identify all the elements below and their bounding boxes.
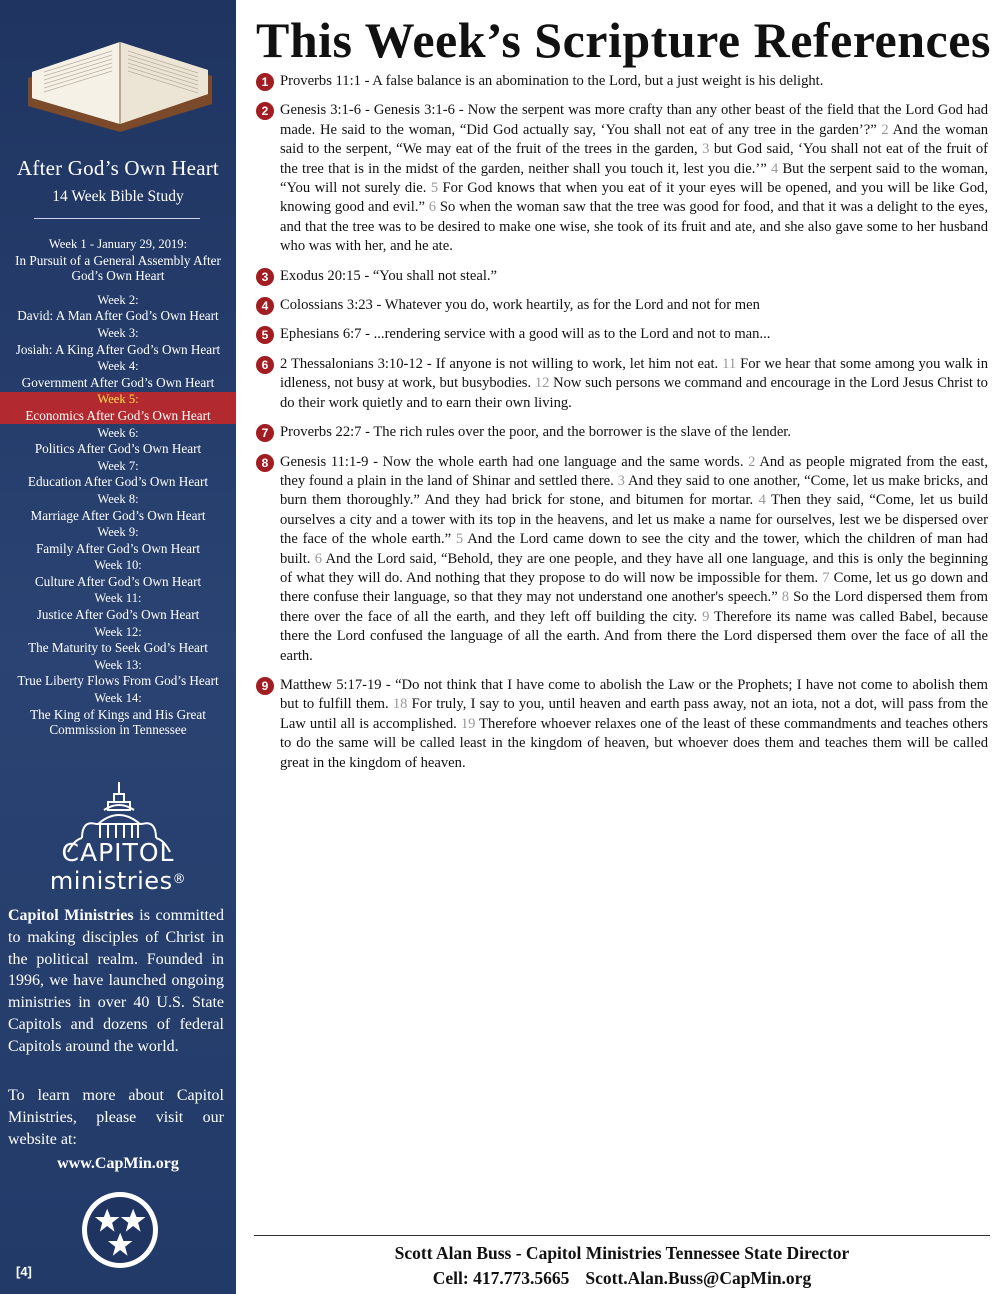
reference-text: Proverbs 22:7 - The rich rules over the poor, and the borrower is the slave of the lender.	[280, 424, 791, 441]
verse-number: 4	[758, 492, 766, 509]
week-title: Josiah: A King After God’s Own Heart	[15, 341, 221, 357]
scripture-reference-8	[256, 453, 988, 666]
week-item-8[interactable]	[0, 492, 236, 523]
website-link[interactable]: www.CapMin.org	[57, 1155, 179, 1172]
reference-text: For God knows that when you eat of it your eyes will be opened, and you will be like God, knowing good and evil.”	[280, 180, 988, 216]
week-label: Week 4:	[97, 359, 139, 374]
week-label: Week 11:	[94, 591, 142, 606]
reference-text: Therefore its name was called Babel, because there the Lord confused the language of all the earth. And from there the Lord dispersed them over the face of all the earth.	[280, 608, 988, 664]
week-title: Education After God’s Own Heart	[27, 474, 209, 490]
about-paragraph	[8, 905, 224, 1058]
week-title: The King of Kings and His Great Commission in Tennessee	[30, 706, 206, 738]
footer-divider	[254, 1235, 990, 1236]
footer-contact-name: Scott Alan Buss - Capitol Ministries Tennessee State Director	[394, 1243, 850, 1263]
footer-email[interactable]: Scott.Alan.Buss@CapMin.org	[585, 1268, 812, 1288]
week-label: Week 14:	[94, 691, 142, 706]
verse-number: 11	[722, 355, 737, 372]
reference-text: 2 Thessalonians 3:10-12 - If anyone is not willing to work, let him not eat.	[280, 355, 723, 372]
reference-text: And the Lord came down to see the city and the tower, which the children of man had built.	[280, 531, 988, 567]
verse-number: 2	[748, 453, 756, 470]
verse-number: 2	[881, 121, 889, 138]
week-title: David: A Man After God’s Own Heart	[17, 308, 219, 324]
registered-mark: ®	[172, 872, 187, 887]
week-item-6[interactable]	[0, 426, 236, 457]
week-item-9[interactable]	[0, 525, 236, 556]
week-label: Week 1 - January 29, 2019:	[48, 237, 188, 251]
scripture-reference-1	[256, 72, 988, 91]
week-label: Week 12:	[94, 624, 142, 639]
week-item-1[interactable]	[0, 237, 236, 284]
week-item-5-current[interactable]	[0, 392, 236, 423]
reference-number-badge: 1	[256, 73, 274, 91]
reference-text: And as people migrated from the east, they found a plain in the land of Shinar and settled there.	[280, 453, 988, 489]
week-title: True Liberty Flows From God’s Heart	[17, 673, 219, 689]
verse-number: 8	[781, 589, 790, 606]
scripture-reference-2	[256, 101, 988, 256]
week-label: Week 5:	[97, 392, 139, 407]
week-title: Justice After God’s Own Heart	[36, 607, 200, 623]
scripture-reference-4	[256, 296, 988, 315]
scripture-reference-5	[256, 325, 988, 344]
verse-number: 18	[392, 696, 408, 713]
verse-number: 7	[822, 569, 830, 586]
week-label: Week 7:	[97, 458, 139, 473]
reference-text: Colossians 3:23 - Whatever you do, work heartily, as for the Lord and not for men	[280, 297, 760, 314]
scripture-reference-6	[256, 355, 988, 413]
week-title: Politics After God’s Own Heart	[34, 441, 202, 457]
week-item-7[interactable]	[0, 459, 236, 490]
week-title: Government After God’s Own Heart	[21, 374, 215, 390]
reference-number-badge: 7	[256, 424, 274, 442]
reference-text: So the Lord dispersed them from there over the face of all the earth, and they left off building the city.	[280, 589, 988, 625]
reference-text: But the serpent said to the woman, “You will not surely die.	[280, 160, 988, 197]
reference-text: And they said to one another, “Come, let us make bricks, and burn them thoroughly.” And they had brick for stone, and bitumen for mortar.	[280, 472, 988, 509]
reference-text: Genesis 3:1-6 - Genesis 3:1-6 - Now the serpent was more crafty than any other beast of the field that the Lord God had made. He said to the woman, “Did God actually say, ‘You shall not eat of any tree in the garden’?”	[280, 102, 988, 138]
study-subtitle: 14 Week Bible Study	[52, 188, 184, 205]
reference-text: Genesis 11:1-9 - Now the whole earth had one language and the same words.	[280, 453, 749, 470]
verse-number: 6	[428, 199, 437, 216]
reference-text: Proverbs 11:1 - A false balance is an abomination to the Lord, but a just weight is his delight.	[280, 73, 824, 89]
reference-number-badge: 4	[256, 297, 274, 315]
week-title: In Pursuit of a General Assembly After God’s Own Heart	[15, 252, 221, 284]
reference-number-badge: 8	[256, 454, 274, 472]
verse-number: 9	[702, 608, 710, 625]
sidebar	[0, 0, 236, 1294]
reference-text: Then they said, “Come, let us build ourselves a city and a tower with its top in the heavens, and let us make a name for ourselves, lest we be dispersed over the face of the whole earth.”	[280, 492, 988, 548]
logo-line-capitol: CAPITOL	[61, 838, 175, 867]
reference-text: For we hear that some among you walk in idleness, not busy at work, but busybodies.	[280, 355, 988, 392]
week-title: Economics After God’s Own Heart	[25, 407, 211, 423]
reference-number-badge: 5	[256, 326, 274, 344]
week-item-10[interactable]	[0, 558, 236, 589]
week-label: Week 9:	[97, 525, 139, 540]
week-title: Marriage After God’s Own Heart	[30, 507, 206, 523]
verse-number: 6	[314, 550, 322, 567]
verse-number: 5	[430, 180, 439, 197]
reference-text: Therefore whoever relaxes one of the least of these commandments and teaches others to do the same will be called least in the kingdom of heaven, but whoever does them and teaches them will be called great in the kingdom of heaven.	[280, 715, 989, 771]
reference-text: So when the woman saw that the tree was good for food, and that it was a delight to the eyes, and that the tree was to be desired to make one wise, she took of its fruit and ate, and she also gave some to her husband who was with her, and he ate.	[280, 199, 988, 255]
week-label: Week 13:	[94, 657, 142, 672]
week-list	[0, 237, 236, 740]
sidebar-divider	[34, 218, 200, 219]
page-number: [4]	[16, 1264, 32, 1279]
reference-number-badge: 9	[256, 677, 274, 695]
week-label: Week 10:	[94, 558, 142, 573]
week-label: Week 8:	[97, 491, 139, 506]
verse-number: 4	[770, 160, 779, 177]
reference-number-badge: 3	[256, 268, 274, 286]
week-item-12[interactable]	[0, 625, 236, 656]
scripture-reference-7	[256, 423, 988, 442]
scripture-reference-3	[256, 267, 988, 286]
reference-text: but God said, ‘You shall not eat of the fruit of the tree that is in the midst of the garden, neither shall you touch it, lest you die.’”	[280, 141, 989, 177]
verse-number: 5	[455, 531, 464, 548]
verse-number: 19	[460, 715, 476, 732]
verse-number: 3	[617, 472, 625, 489]
open-bible-image	[22, 20, 218, 138]
verse-number: 3	[702, 141, 710, 158]
reference-text: Come, let us go down and there confuse their language, so that they may not understand one another's speech.”	[280, 569, 989, 606]
tennessee-tri-star-icon	[80, 1190, 160, 1270]
reference-text: Ephesians 6:7 - ...rendering service with a good will as to the Lord and not to man...	[280, 326, 771, 343]
reference-number-badge: 2	[256, 102, 274, 120]
reference-text: Matthew 5:17-19 - “Do not think that I have come to abolish the Law or the Prophets; I have not come to abolish them but to fulfill them.	[280, 676, 988, 713]
week-label: Week 6:	[97, 425, 139, 440]
reference-number-badge: 6	[256, 356, 274, 374]
reference-text: For truly, I say to you, until heaven and earth pass away, not an iota, not a dot, will pass from the Law until all is accomplished.	[280, 696, 988, 732]
about-org-name: Capitol Ministries	[8, 907, 134, 924]
week-label: Week 3:	[97, 325, 139, 340]
week-item-14[interactable]	[0, 691, 236, 738]
scripture-reference-9	[256, 676, 988, 773]
week-item-11[interactable]	[0, 591, 236, 622]
reference-text: Now such persons we command and encourage in the Lord Jesus Christ to do their work quietly and to earn their own living.	[280, 375, 988, 411]
about-text: is committed to making disciples of Christ in the political realm. Founded in 1996, we have launched ongoing ministries in over 40 U.S. State Capitols and dozens of federal Capitols around the world.	[8, 907, 224, 1055]
week-title: Family After God’s Own Heart	[35, 540, 201, 556]
week-item-4[interactable]	[0, 359, 236, 390]
week-label: Week 2:	[97, 292, 139, 307]
week-item-3[interactable]	[0, 326, 236, 357]
logo-line-ministries	[0, 867, 236, 895]
week-item-13[interactable]	[0, 658, 236, 689]
footer-contact-details	[254, 1268, 990, 1289]
verse-number: 12	[534, 375, 550, 392]
reference-text: And the woman said to the serpent, “We may eat of the fruit of the trees in the garden,	[280, 121, 988, 158]
learn-more-text: To learn more about Capitol Ministries, please visit our website at:	[8, 1087, 224, 1148]
footer-phone: Cell: 417.773.5665	[432, 1268, 570, 1288]
week-item-2[interactable]	[0, 293, 236, 324]
reference-text: And the Lord said, “Behold, they are one people, and they have all one language, and this is only the beginning of what they will do. And nothing that they propose to do will now be impossible for them.	[280, 550, 988, 586]
page-title: This Week’s Scripture References	[256, 12, 991, 68]
study-title: After God’s Own Heart	[17, 156, 219, 180]
week-title: The Maturity to Seek God’s Heart	[28, 640, 208, 656]
week-title: Culture After God’s Own Heart	[34, 573, 202, 589]
reference-text: Exodus 20:15 - “You shall not steal.”	[280, 267, 498, 284]
scripture-reference-list	[256, 72, 988, 783]
logo-word: ministries	[49, 867, 173, 895]
